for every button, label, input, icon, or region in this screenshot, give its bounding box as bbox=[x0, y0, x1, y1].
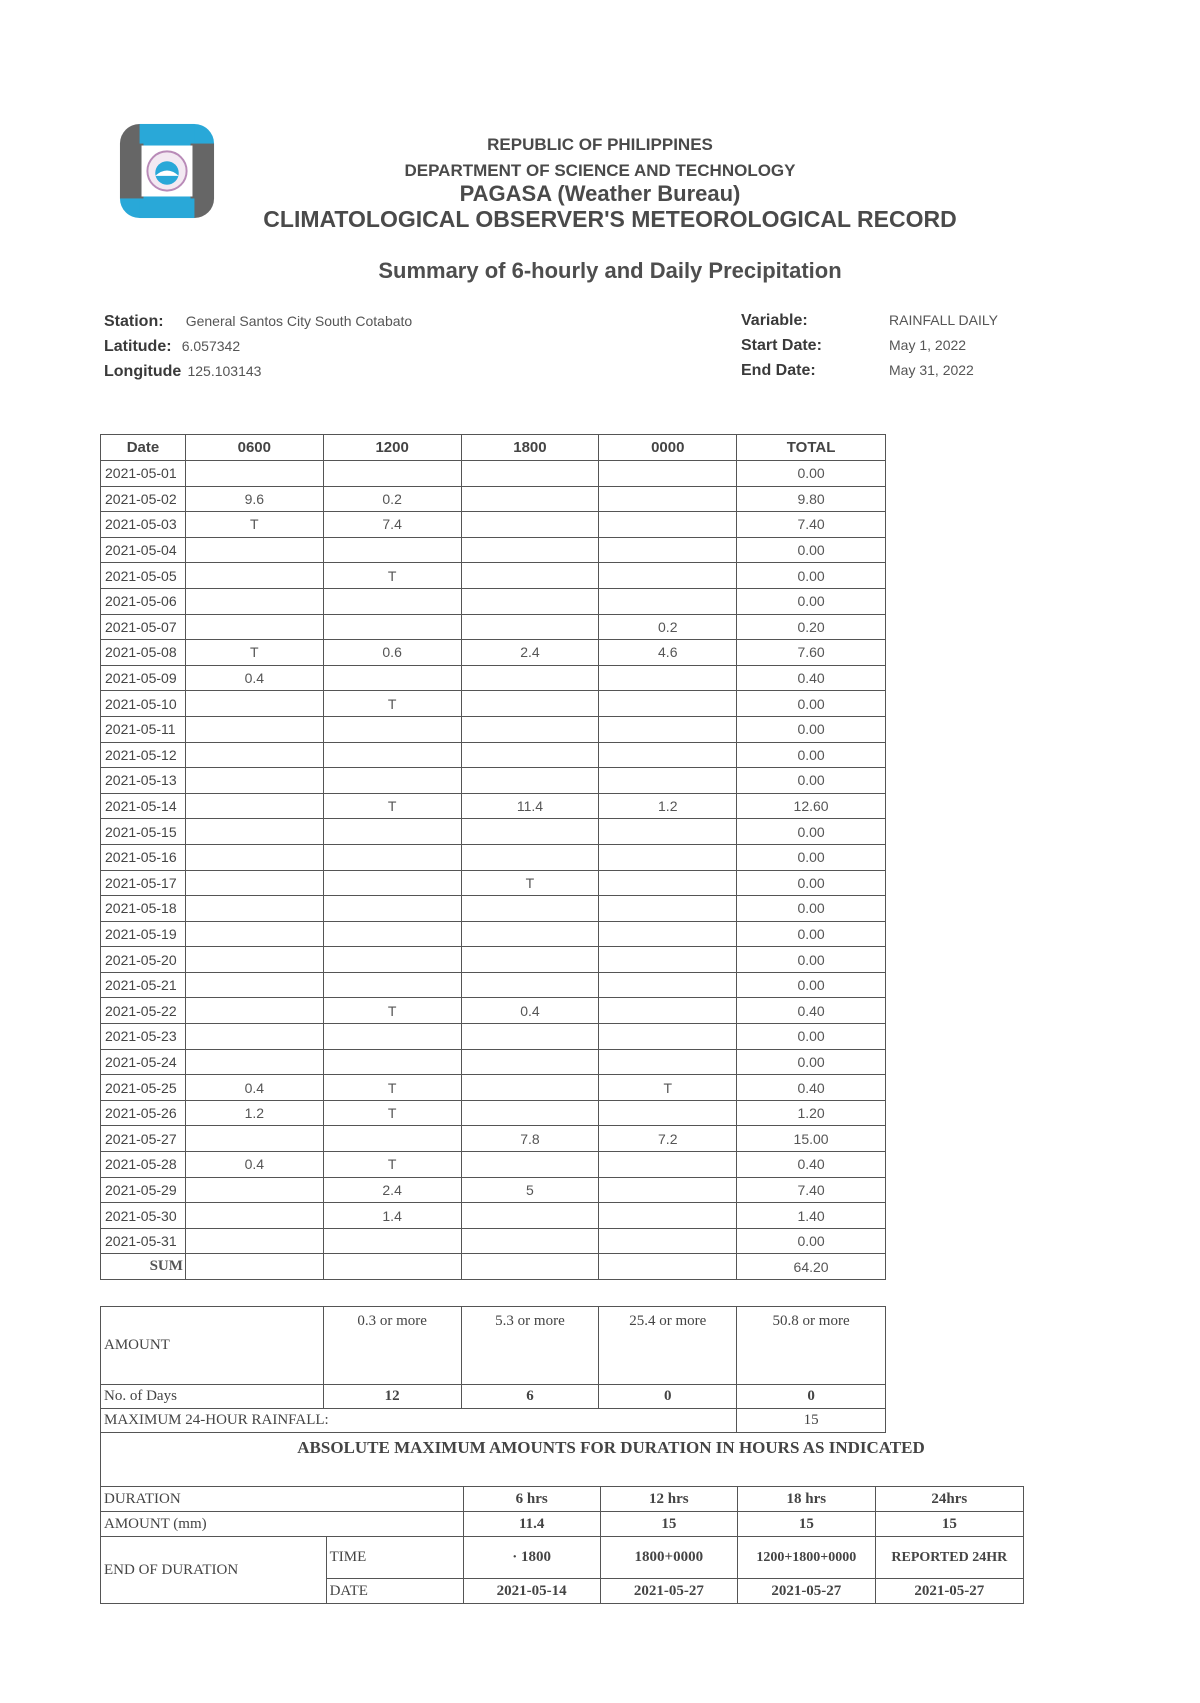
amount-label: AMOUNT bbox=[101, 1307, 324, 1385]
total-cell: 0.00 bbox=[737, 896, 886, 922]
table-row bbox=[101, 1203, 886, 1229]
days-cell: 6 bbox=[461, 1385, 599, 1409]
reading-cell bbox=[323, 947, 461, 973]
reading-cell bbox=[599, 947, 737, 973]
table-row bbox=[101, 742, 886, 768]
reading-cell: T bbox=[185, 640, 323, 666]
table-row bbox=[101, 1228, 886, 1254]
date-cell: 2021-05-26 bbox=[101, 1100, 186, 1126]
date-cell: 2021-05-31 bbox=[101, 1228, 186, 1254]
total-cell: 0.00 bbox=[737, 691, 886, 717]
column-header: 1800 bbox=[461, 435, 599, 461]
reading-cell bbox=[461, 972, 599, 998]
total-cell: 0.40 bbox=[737, 998, 886, 1024]
reading-cell: 1.4 bbox=[323, 1203, 461, 1229]
time-cell: REPORTED 24HR bbox=[875, 1537, 1023, 1579]
meta-start-date-value bbox=[889, 337, 966, 354]
meta-value: 6.057342 bbox=[181, 338, 241, 354]
reading-cell bbox=[323, 896, 461, 922]
reading-cell bbox=[461, 844, 599, 870]
reading-cell bbox=[461, 665, 599, 691]
date-cell: 2021-05-29 bbox=[101, 1177, 186, 1203]
reading-cell bbox=[599, 921, 737, 947]
reading-cell bbox=[185, 614, 323, 640]
reading-cell bbox=[185, 537, 323, 563]
reading-cell bbox=[599, 896, 737, 922]
reading-cell bbox=[599, 1152, 737, 1178]
reading-cell bbox=[599, 1228, 737, 1254]
reading-cell: T bbox=[599, 1075, 737, 1101]
days-row bbox=[101, 1385, 886, 1409]
total-cell: 0.00 bbox=[737, 716, 886, 742]
reading-cell bbox=[323, 461, 461, 487]
amount-mm-cell: 15 bbox=[738, 1512, 876, 1537]
date-cell: 2021-05-10 bbox=[101, 691, 186, 717]
reading-cell: 11.4 bbox=[461, 793, 599, 819]
meta-end-date-value bbox=[889, 362, 974, 379]
reading-cell: T bbox=[323, 691, 461, 717]
table-row bbox=[101, 486, 886, 512]
table-row bbox=[101, 1075, 886, 1101]
reading-cell: T bbox=[323, 998, 461, 1024]
date-cell: 2021-05-20 bbox=[101, 947, 186, 973]
amount-mm-label: AMOUNT (mm) bbox=[101, 1512, 464, 1537]
date-cell: 2021-05-28 bbox=[101, 1152, 186, 1178]
total-cell: 0.00 bbox=[737, 870, 886, 896]
reading-cell bbox=[599, 844, 737, 870]
reading-cell: T bbox=[323, 793, 461, 819]
table-row bbox=[101, 640, 886, 666]
column-header: 1200 bbox=[323, 435, 461, 461]
reading-cell bbox=[323, 1126, 461, 1152]
table-row bbox=[101, 1024, 886, 1050]
total-cell: 0.40 bbox=[737, 1152, 886, 1178]
amount-mm-cell: 15 bbox=[875, 1512, 1023, 1537]
reading-cell bbox=[185, 972, 323, 998]
reading-cell bbox=[323, 768, 461, 794]
max24-value: 15 bbox=[737, 1409, 886, 1433]
reading-cell bbox=[461, 1100, 599, 1126]
reading-cell bbox=[323, 1049, 461, 1075]
reading-cell: T bbox=[323, 563, 461, 589]
total-cell: 1.40 bbox=[737, 1203, 886, 1229]
header-republic: REPUBLIC OF PHILIPPINES bbox=[487, 135, 713, 154]
reading-cell: T bbox=[323, 1075, 461, 1101]
meta-key: Latitude: bbox=[104, 338, 172, 355]
meta-key: End Date: bbox=[741, 362, 816, 379]
reading-cell bbox=[599, 998, 737, 1024]
time-cell: 1800+0000 bbox=[600, 1537, 737, 1579]
column-header: Date bbox=[101, 435, 186, 461]
total-cell: 0.00 bbox=[737, 1024, 886, 1050]
total-cell: 1.20 bbox=[737, 1100, 886, 1126]
column-header: 0600 bbox=[185, 435, 323, 461]
reading-cell bbox=[185, 947, 323, 973]
reading-cell: 7.4 bbox=[323, 512, 461, 538]
date-cell: 2021-05-27 bbox=[101, 1126, 186, 1152]
duration-table bbox=[100, 1486, 1024, 1604]
threshold-cell: 25.4 or more bbox=[599, 1307, 737, 1385]
duration-label: DURATION bbox=[101, 1487, 464, 1512]
reading-cell bbox=[599, 588, 737, 614]
reading-cell bbox=[461, 537, 599, 563]
reading-cell bbox=[185, 844, 323, 870]
reading-cell bbox=[323, 588, 461, 614]
date-cell: 2021-05-14 bbox=[101, 793, 186, 819]
reading-cell bbox=[185, 921, 323, 947]
date-cell: 2021-05-21 bbox=[101, 972, 186, 998]
sum-total: 64.20 bbox=[737, 1254, 886, 1280]
total-cell: 0.00 bbox=[737, 768, 886, 794]
date-cell: 2021-05-09 bbox=[101, 665, 186, 691]
reading-cell bbox=[599, 691, 737, 717]
amount-mm-cell: 11.4 bbox=[463, 1512, 600, 1537]
reading-cell bbox=[599, 1203, 737, 1229]
reading-cell: 7.8 bbox=[461, 1126, 599, 1152]
absmax-title: ABSOLUTE MAXIMUM AMOUNTS FOR DURATION IN HOURS AS INDICATED bbox=[297, 1438, 925, 1457]
table-row bbox=[101, 896, 886, 922]
reading-cell: 4.6 bbox=[599, 640, 737, 666]
date-cell: 2021-05-13 bbox=[101, 768, 186, 794]
reading-cell bbox=[461, 819, 599, 845]
threshold-cell: 5.3 or more bbox=[461, 1307, 599, 1385]
date-label: DATE bbox=[326, 1579, 463, 1604]
days-cell: 0 bbox=[599, 1385, 737, 1409]
meta-value: May 31, 2022 bbox=[889, 362, 974, 378]
page-subtitle: Summary of 6-hourly and Daily Precipitation bbox=[378, 258, 842, 283]
time-label: TIME bbox=[326, 1537, 463, 1579]
amount-mm-cell: 15 bbox=[600, 1512, 737, 1537]
date-cell: 2021-05-22 bbox=[101, 998, 186, 1024]
table-row bbox=[101, 998, 886, 1024]
total-cell: 0.00 bbox=[737, 844, 886, 870]
reading-cell: 1.2 bbox=[185, 1100, 323, 1126]
meta-key: Longitude bbox=[104, 363, 182, 380]
reading-cell: 9.6 bbox=[185, 486, 323, 512]
table-row bbox=[101, 563, 886, 589]
days-cell: 0 bbox=[737, 1385, 886, 1409]
table-row bbox=[101, 921, 886, 947]
reading-cell bbox=[599, 716, 737, 742]
table-row bbox=[101, 819, 886, 845]
sum-label: SUM bbox=[101, 1254, 186, 1280]
reading-cell bbox=[185, 896, 323, 922]
table-row bbox=[101, 1152, 886, 1178]
date-cell: 2021-05-15 bbox=[101, 819, 186, 845]
max24-row bbox=[101, 1409, 886, 1433]
date-cell: 2021-05-25 bbox=[101, 1075, 186, 1101]
duration-row bbox=[101, 1487, 1024, 1512]
date-cell: 2021-05-19 bbox=[101, 921, 186, 947]
reading-cell bbox=[323, 819, 461, 845]
reading-cell: 1.2 bbox=[599, 793, 737, 819]
max24-label: MAXIMUM 24-HOUR RAINFALL: bbox=[101, 1409, 737, 1433]
reading-cell bbox=[461, 1024, 599, 1050]
table-row bbox=[101, 691, 886, 717]
date-cell: 2021-05-16 bbox=[101, 844, 186, 870]
reading-cell bbox=[185, 691, 323, 717]
table-row bbox=[101, 1100, 886, 1126]
reading-cell bbox=[461, 588, 599, 614]
date-cell: 2021-05-23 bbox=[101, 1024, 186, 1050]
reading-cell bbox=[461, 563, 599, 589]
table-row bbox=[101, 512, 886, 538]
table-row bbox=[101, 768, 886, 794]
reading-cell bbox=[185, 716, 323, 742]
duration-cell: 6 hrs bbox=[463, 1487, 600, 1512]
reading-cell: T bbox=[185, 512, 323, 538]
meta-station bbox=[104, 313, 412, 331]
reading-cell bbox=[461, 461, 599, 487]
sum-row bbox=[101, 1254, 886, 1280]
date-cell: 2021-05-11 bbox=[101, 716, 186, 742]
date-cell: 2021-05-27 bbox=[875, 1579, 1023, 1604]
date-cell: 2021-05-02 bbox=[101, 486, 186, 512]
meta-latitude bbox=[104, 338, 240, 356]
date-cell: 2021-05-27 bbox=[600, 1579, 737, 1604]
total-cell: 0.00 bbox=[737, 563, 886, 589]
reading-cell bbox=[323, 716, 461, 742]
reading-cell bbox=[599, 1024, 737, 1050]
meta-variable bbox=[741, 312, 808, 330]
total-cell: 7.40 bbox=[737, 512, 886, 538]
precipitation-table bbox=[100, 434, 886, 1280]
total-cell: 0.00 bbox=[737, 1228, 886, 1254]
reading-cell bbox=[599, 512, 737, 538]
total-cell: 7.60 bbox=[737, 640, 886, 666]
total-cell: 0.40 bbox=[737, 1075, 886, 1101]
meta-value: RAINFALL DAILY bbox=[889, 312, 998, 328]
table-row bbox=[101, 972, 886, 998]
table-row bbox=[101, 793, 886, 819]
reading-cell bbox=[461, 512, 599, 538]
threshold-cell: 50.8 or more bbox=[737, 1307, 886, 1385]
reading-cell bbox=[599, 972, 737, 998]
reading-cell bbox=[599, 742, 737, 768]
table-row bbox=[101, 1177, 886, 1203]
total-cell: 0.00 bbox=[737, 537, 886, 563]
date-cell: 2021-05-17 bbox=[101, 870, 186, 896]
reading-cell bbox=[599, 1100, 737, 1126]
date-cell: 2021-05-03 bbox=[101, 512, 186, 538]
reading-cell bbox=[185, 768, 323, 794]
time-cell: · 1800 bbox=[463, 1537, 600, 1579]
reading-cell bbox=[323, 870, 461, 896]
reading-cell: 2.4 bbox=[323, 1177, 461, 1203]
reading-cell bbox=[185, 998, 323, 1024]
reading-cell: 0.2 bbox=[323, 486, 461, 512]
reading-cell bbox=[185, 742, 323, 768]
days-label: No. of Days bbox=[101, 1385, 324, 1409]
meta-start-date bbox=[741, 337, 822, 355]
reading-cell bbox=[461, 691, 599, 717]
table-row bbox=[101, 1049, 886, 1075]
meta-key: Station: bbox=[104, 313, 164, 330]
total-cell: 0.20 bbox=[737, 614, 886, 640]
table-row bbox=[101, 716, 886, 742]
reading-cell bbox=[185, 563, 323, 589]
reading-cell bbox=[323, 614, 461, 640]
total-cell: 0.00 bbox=[737, 947, 886, 973]
table-row bbox=[101, 588, 886, 614]
reading-cell bbox=[599, 870, 737, 896]
threshold-cell: 0.3 or more bbox=[323, 1307, 461, 1385]
date-cell: 2021-05-08 bbox=[101, 640, 186, 666]
table-row bbox=[101, 1126, 886, 1152]
date-cell: 2021-05-18 bbox=[101, 896, 186, 922]
table-row bbox=[101, 870, 886, 896]
reading-cell bbox=[461, 768, 599, 794]
date-cell: 2021-05-05 bbox=[101, 563, 186, 589]
column-header: 0000 bbox=[599, 435, 737, 461]
reading-cell bbox=[185, 870, 323, 896]
meta-value: General Santos City South Cotabato bbox=[185, 313, 413, 329]
reading-cell bbox=[185, 1203, 323, 1229]
total-cell: 0.00 bbox=[737, 819, 886, 845]
total-cell: 0.00 bbox=[737, 1049, 886, 1075]
reading-cell bbox=[461, 1228, 599, 1254]
reading-cell bbox=[185, 1177, 323, 1203]
reading-cell bbox=[185, 1024, 323, 1050]
reading-cell bbox=[323, 665, 461, 691]
threshold-row bbox=[101, 1307, 886, 1385]
reading-cell: 0.4 bbox=[185, 1152, 323, 1178]
total-cell: 0.00 bbox=[737, 461, 886, 487]
header-record-title: CLIMATOLOGICAL OBSERVER'S METEOROLOGICAL RECORD bbox=[263, 206, 957, 232]
date-cell: 2021-05-14 bbox=[463, 1579, 600, 1604]
reading-cell bbox=[599, 537, 737, 563]
meta-variable-value bbox=[889, 312, 998, 329]
total-cell: 0.00 bbox=[737, 921, 886, 947]
reading-cell bbox=[461, 921, 599, 947]
reading-cell bbox=[461, 947, 599, 973]
date-cell: 2021-05-01 bbox=[101, 461, 186, 487]
meta-longitude bbox=[104, 363, 261, 381]
table-row bbox=[101, 537, 886, 563]
reading-cell bbox=[599, 665, 737, 691]
header-agency: PAGASA (Weather Bureau) bbox=[459, 181, 741, 206]
column-header: TOTAL bbox=[737, 435, 886, 461]
reading-cell: 0.4 bbox=[461, 998, 599, 1024]
total-cell: 0.00 bbox=[737, 588, 886, 614]
reading-cell bbox=[599, 486, 737, 512]
reading-cell bbox=[599, 461, 737, 487]
date-cell: 2021-05-24 bbox=[101, 1049, 186, 1075]
reading-cell bbox=[461, 1152, 599, 1178]
reading-cell: T bbox=[323, 1100, 461, 1126]
meta-key: Variable: bbox=[741, 312, 808, 329]
reading-cell bbox=[461, 716, 599, 742]
reading-cell: 0.6 bbox=[323, 640, 461, 666]
reading-cell bbox=[323, 972, 461, 998]
date-cell: 2021-05-07 bbox=[101, 614, 186, 640]
duration-cell: 24hrs bbox=[875, 1487, 1023, 1512]
reading-cell bbox=[461, 614, 599, 640]
table-row bbox=[101, 461, 886, 487]
total-cell: 0.00 bbox=[737, 972, 886, 998]
amount-mm-row bbox=[101, 1512, 1024, 1537]
reading-cell bbox=[599, 1049, 737, 1075]
date-cell: 2021-05-06 bbox=[101, 588, 186, 614]
reading-cell: T bbox=[323, 1152, 461, 1178]
reading-cell bbox=[323, 921, 461, 947]
table-row bbox=[101, 614, 886, 640]
reading-cell bbox=[185, 461, 323, 487]
reading-cell bbox=[461, 1203, 599, 1229]
total-cell: 0.40 bbox=[737, 665, 886, 691]
table-header-row bbox=[101, 435, 886, 461]
days-cell: 12 bbox=[323, 1385, 461, 1409]
reading-cell bbox=[599, 768, 737, 794]
reading-cell bbox=[323, 1024, 461, 1050]
reading-cell bbox=[323, 1228, 461, 1254]
total-cell: 15.00 bbox=[737, 1126, 886, 1152]
reading-cell bbox=[461, 1049, 599, 1075]
reading-cell bbox=[461, 896, 599, 922]
reading-cell bbox=[323, 742, 461, 768]
table-row bbox=[101, 844, 886, 870]
reading-cell bbox=[599, 1177, 737, 1203]
reading-cell bbox=[185, 1126, 323, 1152]
reading-cell bbox=[323, 844, 461, 870]
end-duration-label: END OF DURATION bbox=[101, 1537, 327, 1604]
reading-cell: 0.4 bbox=[185, 1075, 323, 1101]
total-cell: 12.60 bbox=[737, 793, 886, 819]
reading-cell: 7.2 bbox=[599, 1126, 737, 1152]
date-cell: 2021-05-04 bbox=[101, 537, 186, 563]
reading-cell bbox=[185, 793, 323, 819]
reading-cell bbox=[185, 1049, 323, 1075]
reading-cell bbox=[599, 819, 737, 845]
date-cell: 2021-05-12 bbox=[101, 742, 186, 768]
reading-cell bbox=[599, 563, 737, 589]
duration-cell: 18 hrs bbox=[738, 1487, 876, 1512]
reading-cell bbox=[185, 1228, 323, 1254]
reading-cell: 0.4 bbox=[185, 665, 323, 691]
reading-cell bbox=[323, 537, 461, 563]
amount-table bbox=[100, 1306, 886, 1433]
date-cell: 2021-05-30 bbox=[101, 1203, 186, 1229]
reading-cell: 0.2 bbox=[599, 614, 737, 640]
time-cell: 1200+1800+0000 bbox=[738, 1537, 876, 1579]
end-time-row bbox=[101, 1537, 1024, 1579]
total-cell: 9.80 bbox=[737, 486, 886, 512]
total-cell: 7.40 bbox=[737, 1177, 886, 1203]
total-cell: 0.00 bbox=[737, 742, 886, 768]
reading-cell bbox=[461, 742, 599, 768]
reading-cell bbox=[461, 486, 599, 512]
table-row bbox=[101, 665, 886, 691]
duration-cell: 12 hrs bbox=[600, 1487, 737, 1512]
reading-cell bbox=[185, 819, 323, 845]
reading-cell bbox=[185, 588, 323, 614]
meta-key: Start Date: bbox=[741, 337, 822, 354]
reading-cell: 2.4 bbox=[461, 640, 599, 666]
meta-end-date bbox=[741, 362, 816, 380]
meta-value: 125.103143 bbox=[187, 363, 262, 379]
table-row bbox=[101, 947, 886, 973]
reading-cell bbox=[461, 1075, 599, 1101]
reading-cell: 5 bbox=[461, 1177, 599, 1203]
meta-value: May 1, 2022 bbox=[889, 337, 967, 353]
reading-cell: T bbox=[461, 870, 599, 896]
date-cell: 2021-05-27 bbox=[738, 1579, 876, 1604]
header-department: DEPARTMENT OF SCIENCE AND TECHNOLOGY bbox=[404, 161, 796, 180]
